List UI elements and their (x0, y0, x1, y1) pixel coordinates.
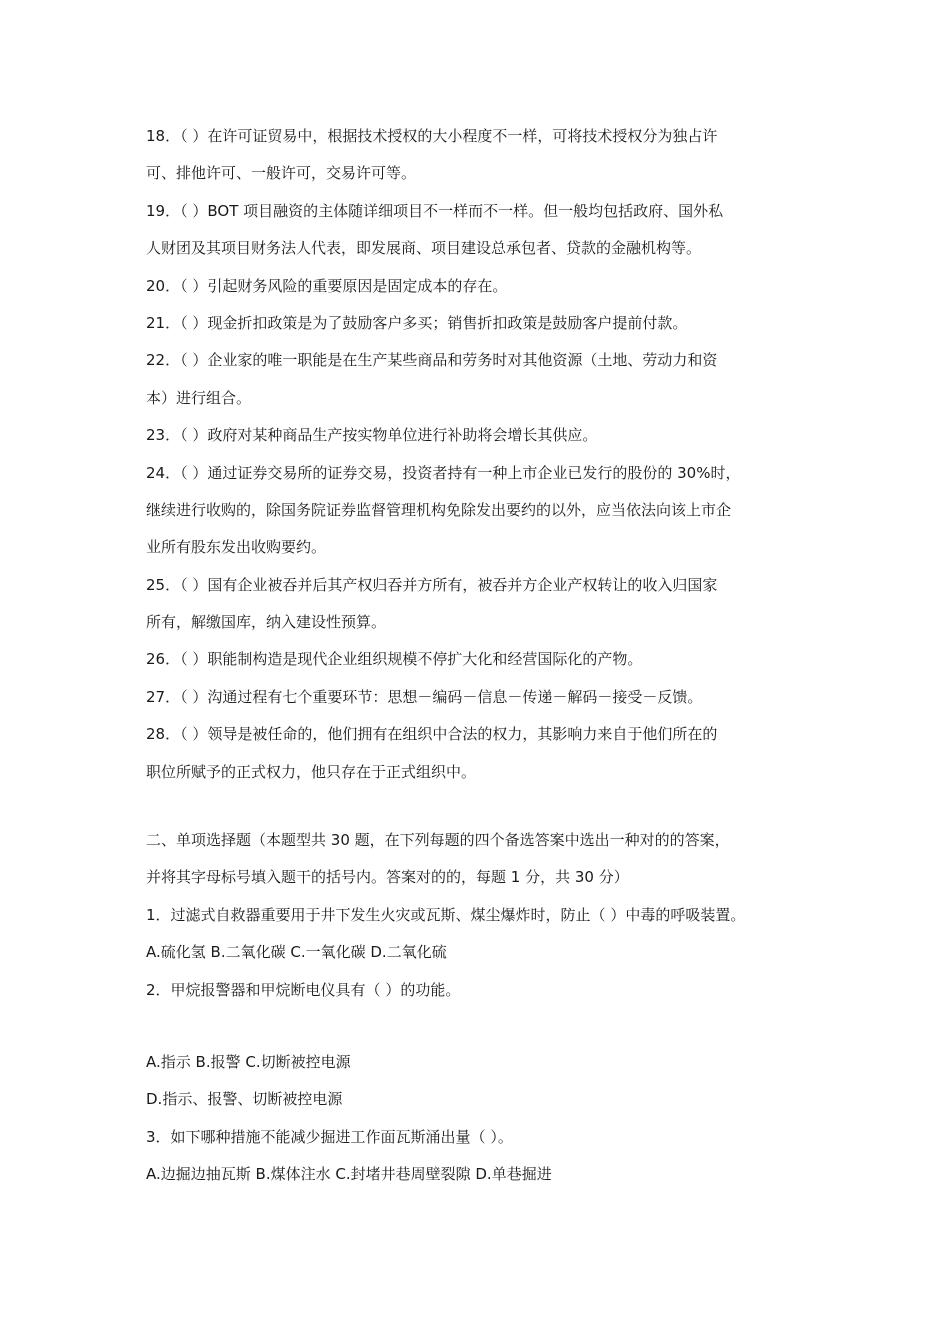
question-26 (146, 641, 826, 678)
question-line: 28．（ ）领导是被任命的，他们拥有在组织中合法的权力，其影响力来自于他们所在的 (146, 725, 718, 744)
question-line: 业所有股东发出收购要约。 (146, 538, 327, 557)
question-line: 可、排他许可、一般许可，交易许可等。 (146, 164, 417, 183)
mcq-3 (146, 1119, 826, 1194)
question-line: 27．（ ）沟通过程有七个重要环节：思想－编码－信息－传递－解码－接受－反馈。 (146, 687, 703, 706)
question-24 (146, 455, 826, 567)
document-body (146, 118, 826, 1194)
mcq-1 (146, 897, 826, 972)
question-22 (146, 342, 826, 417)
question-line: 25．（ ）国有企业被吞并后其产权归吞并方所有，被吞并方企业产权转让的收入归国家 (146, 575, 718, 594)
mcq-stem: 3．如下哪种措施不能减少掘进工作面瓦斯涌出量（ ）。 (146, 1127, 513, 1146)
question-25 (146, 567, 826, 642)
question-line: 本）进行组合。 (146, 388, 252, 407)
question-line: 18．（ ）在许可证贸易中，根据技术授权的大小程度不一样，可将技术授权分为独占许 (146, 127, 718, 145)
question-line: 19．（ ）BOT 项目融资的主体随详细项目不一样而不一样。但一般均包括政府、国外私 (146, 201, 724, 220)
mcq-options: A.硫化氢 B.二氧化碳 C.一氧化碳 D.二氧化硫 (146, 943, 447, 962)
question-19 (146, 193, 826, 268)
question-line: 职位所赋予的正式权力，他只存在于正式组织中。 (146, 762, 477, 781)
question-line: 所有，解缴国库，纳入建设性预算。 (146, 613, 387, 632)
mcq-options: A.指示 B.报警 C.切断被控电源 (146, 1052, 351, 1071)
mcq-options: D.指示、报警、切断被控电源 (146, 1090, 343, 1109)
section-spacer (146, 791, 826, 822)
question-line: 21．（ ）现金折扣政策是为了鼓励客户多买；销售折扣政策是鼓励客户提前付款。 (146, 313, 688, 332)
section-two-heading (146, 822, 826, 897)
question-21 (146, 305, 826, 342)
question-line: 23．（ ）政府对某种商品生产按实物单位进行补助将会增长其供应。 (146, 426, 598, 445)
question-18 (146, 118, 826, 193)
mcq-stem: 1．过滤式自救器重要用于井下发生火灾或瓦斯、煤尘爆炸时，防止（ ）中毒的呼吸装置。 (146, 905, 746, 924)
section-heading-line: 二、单项选择题（本题型共 30 题，在下列每题的四个备选答案中选出一种对的的答案， (146, 831, 730, 850)
question-line: 人财团及其项目财务法人代表，即发展商、项目建设总承包者、贷款的金融机构等。 (146, 239, 702, 258)
question-line: 26．（ ）职能制构造是现代企业组织规模不停扩大化和经营国际化的产物。 (146, 650, 643, 669)
question-23 (146, 417, 826, 454)
question-line: 继续进行收购的，除国务院证券监督管理机构免除发出要约的以外，应当依法向该上市企 (146, 500, 732, 519)
mcq-options: A.边掘边抽瓦斯 B.煤体注水 C.封堵井巷周壁裂隙 D.单巷掘进 (146, 1165, 552, 1184)
mcq-stem: 2．甲烷报警器和甲烷断电仪具有（ ）的功能。 (146, 980, 461, 999)
mcq-2 (146, 972, 826, 1119)
mcq-spacer (146, 1009, 826, 1044)
question-line: 22．（ ）企业家的唯一职能是在生产某些商品和劳务时对其他资源（土地、劳动力和资 (146, 351, 718, 370)
question-27 (146, 679, 826, 716)
question-20 (146, 268, 826, 305)
question-28 (146, 716, 826, 791)
question-line: 24．（ ）通过证券交易所的证券交易，投资者持有一种上市企业已发行的股份的 30%时， (146, 463, 741, 482)
question-line: 20．（ ）引起财务风险的重要原因是固定成本的存在。 (146, 276, 508, 295)
section-heading-line: 并将其字母标号填入题干的括号内。答案对的的，每题 1 分，共 30 分） (146, 868, 629, 887)
